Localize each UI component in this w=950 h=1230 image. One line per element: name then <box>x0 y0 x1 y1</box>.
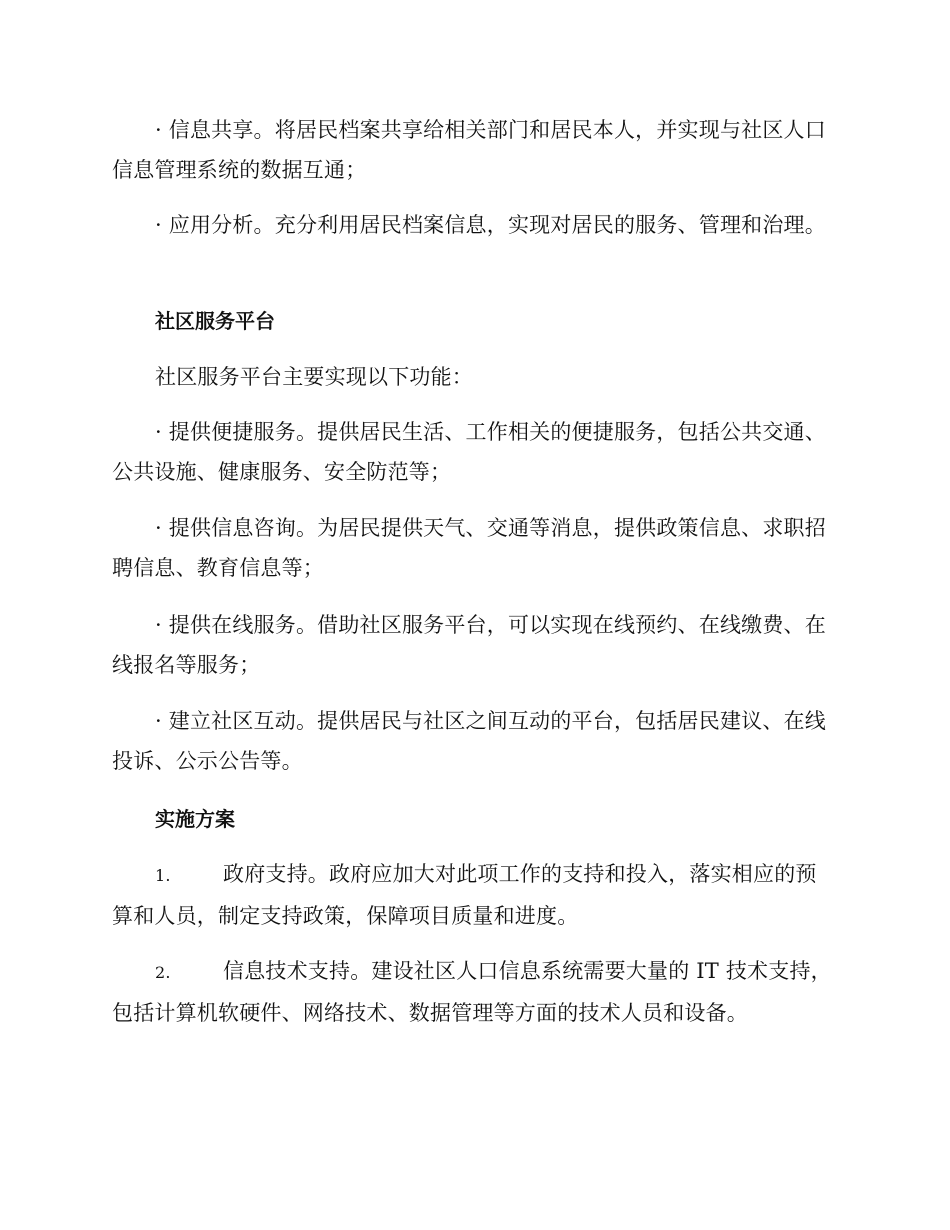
paragraph-text: · 应用分析。充分利用居民档案信息，实现对居民的服务、管理和治理。 <box>155 213 826 237</box>
bullet-community-interaction <box>112 701 836 781</box>
paragraph-text: · 信息共享。将居民档案共享给相关部门和居民本人，并实现与社区人口信息管理系统的数据互通； <box>112 118 826 182</box>
list-item-text: 政府支持。政府应加大对此项工作的支持和投入，落实相应的预算和人员，制定支持政策，保障项目质量和进度。 <box>112 862 817 928</box>
bullet-info-consulting <box>112 508 836 588</box>
paragraph-text <box>112 951 836 1033</box>
paragraph-text: · 提供信息咨询。为居民提供天气、交通等消息，提供政策信息、求职招聘信息、教育信息等； <box>112 516 826 580</box>
bullet-convenient-services <box>112 412 836 492</box>
list-item-text: 信息技术支持。建设社区人口信息系统需要大量的 IT 技术支持，包括计算机软硬件、网络技术、数据管理等方面的技术人员和设备。 <box>112 959 832 1025</box>
numbered-item-it-support <box>112 951 836 1033</box>
paragraph-text: · 提供便捷服务。提供居民生活、工作相关的便捷服务，包括公共交通、公共设施、健康服务、安全防范等； <box>112 420 826 484</box>
bullet-info-sharing <box>112 110 836 190</box>
paragraph-text: · 提供在线服务。借助社区服务平台，可以实现在线预约、在线缴费、在线报名等服务； <box>112 613 826 677</box>
bullet-application-analysis <box>112 205 836 245</box>
section-heading: 社区服务平台 <box>155 309 275 333</box>
numbered-item-government <box>112 854 836 936</box>
section-heading-implementation <box>112 799 836 839</box>
paragraph-platform-intro <box>112 357 836 397</box>
section-heading-community-platform <box>112 301 836 341</box>
paragraph-text: · 建立社区互动。提供居民与社区之间互动的平台，包括居民建议、在线投诉、公示公告等。 <box>112 709 826 773</box>
paragraph-text <box>112 854 836 936</box>
section-heading: 实施方案 <box>155 807 235 831</box>
list-number: 1. <box>155 866 171 885</box>
bullet-online-services <box>112 605 836 685</box>
paragraph-text: 社区服务平台主要实现以下功能： <box>155 365 473 389</box>
list-number: 2. <box>155 963 171 982</box>
